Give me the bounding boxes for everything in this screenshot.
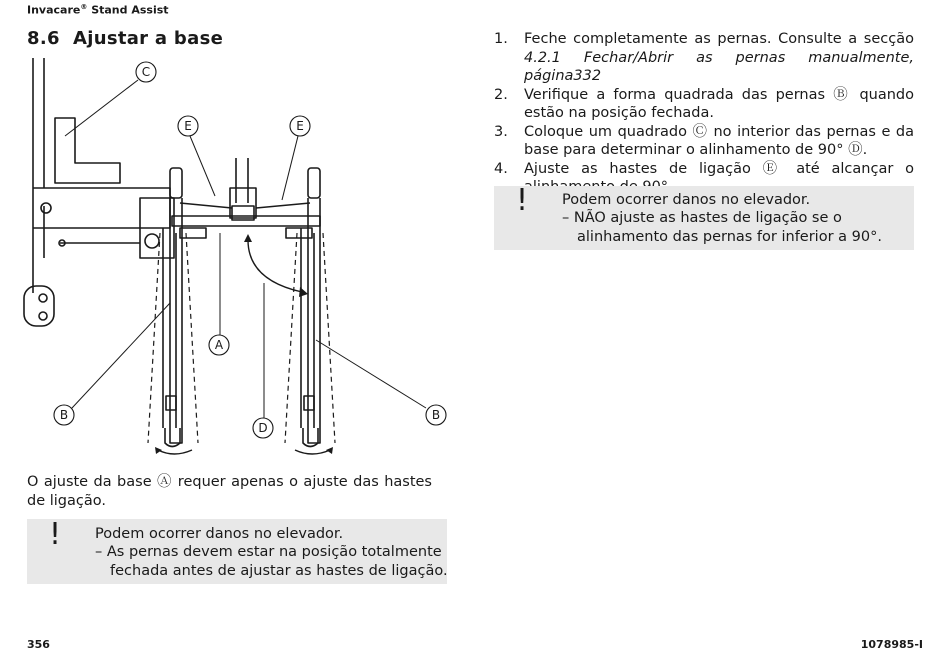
figure-caption: O ajuste da base Ⓐ requer apenas o ajuste das hastes de ligação. xyxy=(27,474,432,509)
warning-icon: ! xyxy=(49,517,62,552)
castor-wheel xyxy=(24,286,54,326)
label-c: C xyxy=(141,65,151,79)
bolt xyxy=(41,203,51,213)
leg-head-left xyxy=(170,168,182,198)
cross-reference-link[interactable]: 4.2.1 Fechar/Abrir as pernas manualmente, página332 xyxy=(524,49,914,84)
swing-arrow-left xyxy=(158,450,192,454)
leader-b-left xyxy=(72,303,170,408)
base-beam xyxy=(33,188,170,228)
dashed-guide-left-outer xyxy=(148,233,160,443)
label-a: A xyxy=(214,338,224,352)
step-item xyxy=(494,30,914,86)
leader-e-right xyxy=(282,136,298,200)
arrowhead-swing-right xyxy=(326,447,333,454)
step-number: 2. xyxy=(494,86,508,103)
hinge-left xyxy=(180,228,206,238)
warning-line: alinhamento das pernas for inferior a 90°. xyxy=(577,229,882,245)
step-item xyxy=(494,123,914,160)
foot-clip-left xyxy=(166,396,176,410)
header-brand xyxy=(27,3,169,17)
section-heading: Ajustar a base xyxy=(73,28,224,49)
step-text: Ajuste as hastes de ligação Ⓔ até alcançar o xyxy=(524,160,914,177)
leg-head-right xyxy=(308,168,320,198)
leader-c xyxy=(65,80,138,136)
step-text xyxy=(524,30,914,86)
arrowhead-d-bottom xyxy=(299,287,308,297)
warning-box-right xyxy=(494,183,914,250)
foot-clip-right xyxy=(304,396,314,410)
product-name: Stand Assist xyxy=(91,3,169,17)
step-text: Coloque um quadrado Ⓒ no interior das pernas e da base para determinar o alinhamento de 90° Ⓓ. xyxy=(524,123,914,158)
motor-cap xyxy=(145,234,159,248)
warning-title: Podem ocorrer danos no elevador. xyxy=(95,526,344,542)
warning-icon: ! xyxy=(516,183,529,218)
base-adjustment-diagram xyxy=(20,58,460,466)
castor-hub xyxy=(39,294,47,302)
angle-arrow-d xyxy=(248,240,302,292)
label-e-right: E xyxy=(296,119,304,133)
document-number: 1078985-I xyxy=(860,638,923,651)
dashed-guide-right-outer xyxy=(285,233,297,443)
mast xyxy=(236,158,248,203)
warning-line: fechada antes de ajustar as hastes de ligação. xyxy=(110,563,448,579)
page-number: 356 xyxy=(27,638,50,651)
warning-box-left xyxy=(27,519,447,584)
square-tool xyxy=(55,118,120,183)
step-number: 4. xyxy=(494,160,508,177)
dashed-guide-right-inner xyxy=(323,233,335,443)
warning-line: – NÃO ajuste as hastes de ligação se o xyxy=(562,210,842,226)
linkage-rod-left xyxy=(180,203,232,208)
section-title xyxy=(27,28,223,49)
linkage-rod-right xyxy=(256,203,310,208)
step-item xyxy=(494,86,914,123)
mast-bracket xyxy=(230,188,256,218)
label-b-right: B xyxy=(431,408,441,422)
warning-line: – As pernas devem estar na posição totalmente xyxy=(95,544,442,560)
step-number: 3. xyxy=(494,123,508,140)
castor-hub-2 xyxy=(39,312,47,320)
section-number: 8.6 xyxy=(27,28,60,49)
step-list xyxy=(494,30,914,197)
dashed-guide-left-inner xyxy=(186,233,198,443)
label-e-left: E xyxy=(184,119,192,133)
step-text-main: Feche completamente as pernas. Consulte a secção xyxy=(524,31,914,47)
warning-title: Podem ocorrer danos no elevador. xyxy=(562,192,811,208)
step-number: 1. xyxy=(494,31,508,47)
leader-e-left xyxy=(190,136,215,196)
label-b-left: B xyxy=(59,408,69,422)
brand-name: Invacare xyxy=(27,3,81,17)
step-text: Verifique a forma quadrada das pernas Ⓑ quando estão na posição fechada. xyxy=(524,86,914,121)
registered-mark: ® xyxy=(80,3,88,11)
arrowhead-swing-left xyxy=(155,447,162,454)
arrowhead-d-top xyxy=(244,234,252,242)
swing-arrow-right xyxy=(295,450,330,454)
label-d: D xyxy=(258,421,268,435)
